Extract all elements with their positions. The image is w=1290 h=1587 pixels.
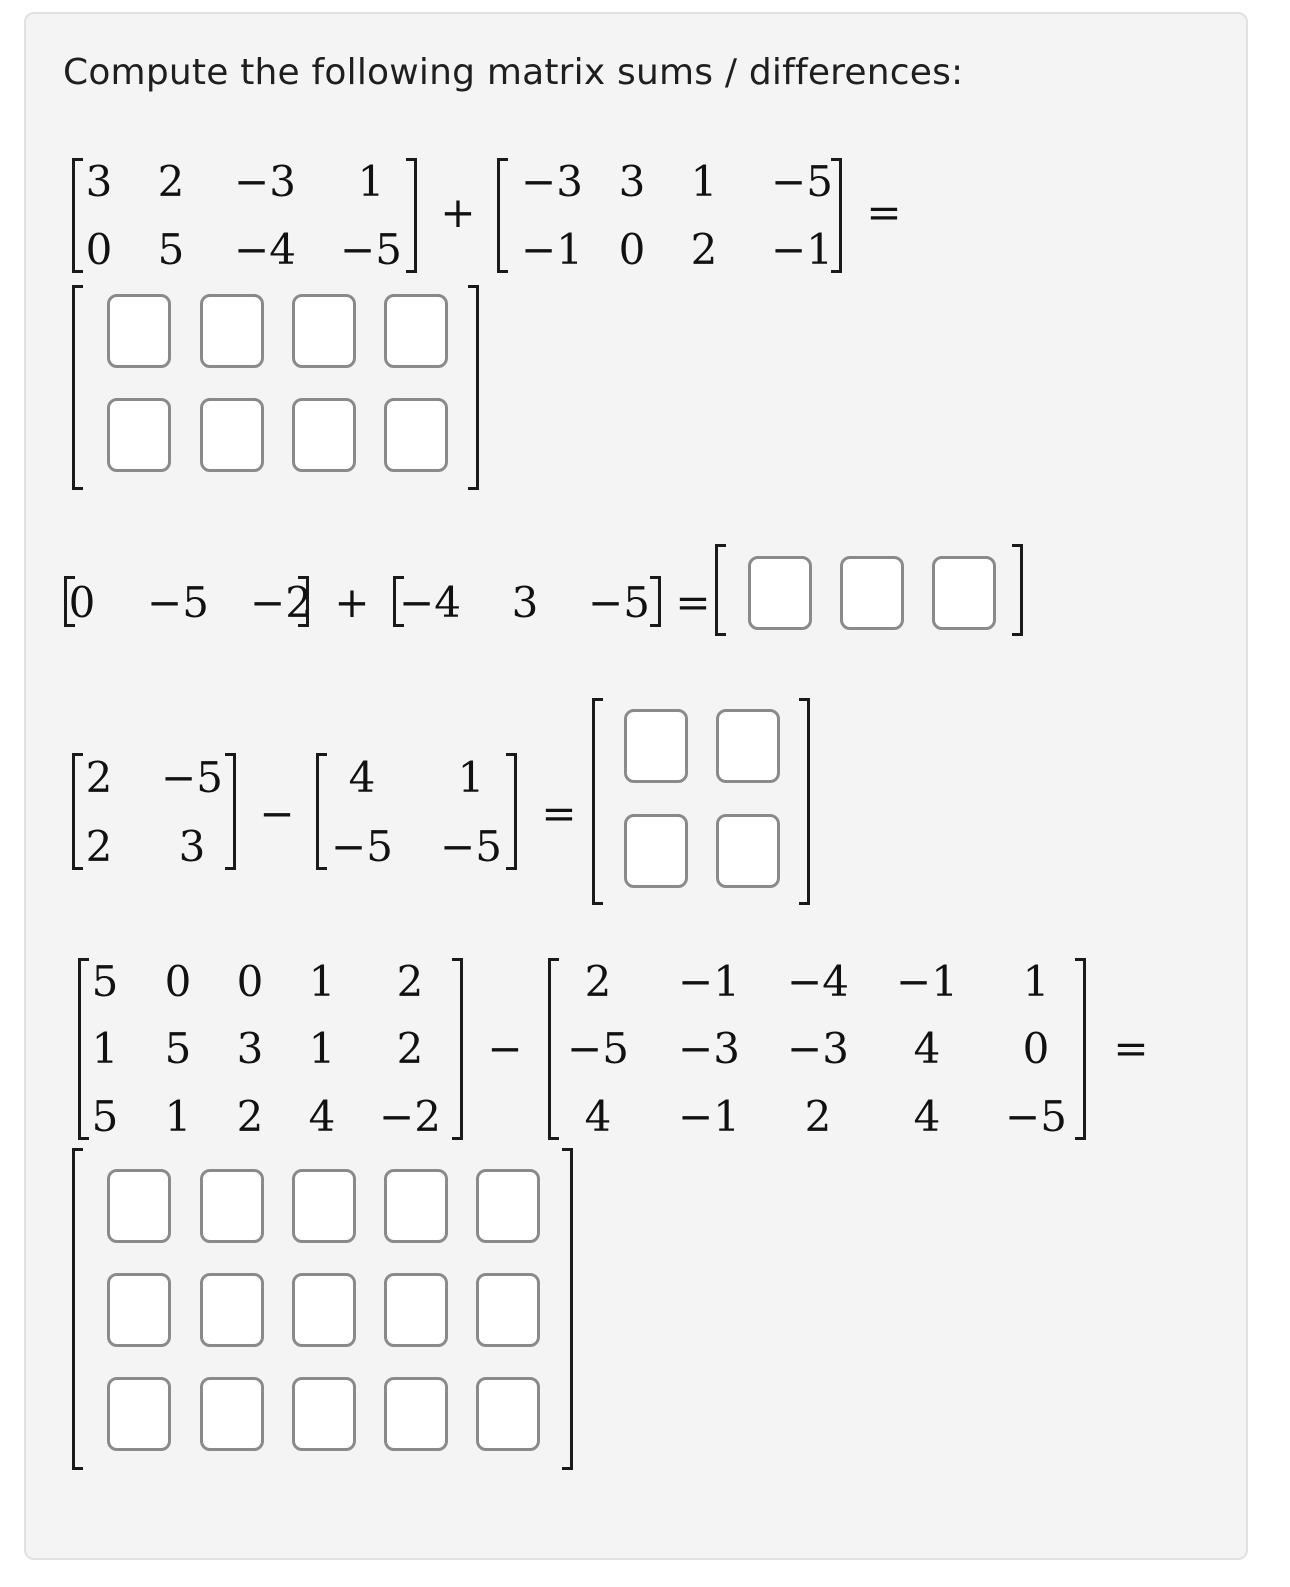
p1-matrix-b-entry: −3	[521, 157, 583, 206]
p4-matrix-b-entry: −5	[1005, 1092, 1067, 1141]
p1-matrix-a-entry: −4	[234, 225, 296, 274]
p3-answer-left-bracket	[592, 698, 603, 905]
p4-matrix-a-entry: 5	[91, 957, 119, 1006]
answer-input[interactable]	[384, 1377, 448, 1451]
question-prompt: Compute the following matrix sums / differences:	[63, 52, 964, 93]
p1-matrix-b-entry: 2	[690, 225, 718, 274]
answer-input[interactable]	[624, 814, 688, 888]
p4-matrix-a-entry: 0	[164, 957, 192, 1006]
answer-input[interactable]	[200, 1377, 264, 1451]
p4-answer-right-bracket	[562, 1148, 573, 1470]
p1-matrix-b-entry: 0	[618, 225, 646, 274]
p4-matrix-b-entry: 4	[584, 1092, 612, 1141]
p3-matrix-a-right-bracket	[225, 753, 236, 870]
p2-matrix-b-entry: 3	[511, 578, 539, 627]
p4-matrix-b-entry: 2	[804, 1092, 832, 1141]
p4-matrix-a-entry: 2	[396, 1024, 424, 1073]
p4-matrix-a-entry: 2	[236, 1092, 264, 1141]
p3-answer-right-bracket	[799, 698, 810, 905]
p4-matrix-b-entry: −1	[896, 957, 958, 1006]
answer-input[interactable]	[292, 1273, 356, 1347]
p4-matrix-a-entry: 5	[164, 1024, 192, 1073]
p4-matrix-b-right-bracket	[1075, 958, 1086, 1140]
p2-matrix-b-entry: −5	[588, 578, 650, 627]
answer-input[interactable]	[476, 1377, 540, 1451]
p3-matrix-a-entry: −5	[161, 753, 223, 802]
answer-input[interactable]	[748, 556, 812, 630]
answer-input[interactable]	[200, 1273, 264, 1347]
answer-input[interactable]	[200, 294, 264, 368]
p3-matrix-a-entry: 2	[85, 822, 113, 871]
p3-matrix-a-entry: 3	[178, 822, 206, 871]
p1-matrix-a-entry: 2	[157, 157, 185, 206]
p1-matrix-a-entry: −5	[340, 225, 402, 274]
p4-matrix-a-entry: 3	[236, 1024, 264, 1073]
answer-input[interactable]	[716, 814, 780, 888]
p4-matrix-a-entry: 1	[308, 1024, 336, 1073]
p2-matrix-a-entry: 0	[68, 578, 96, 627]
answer-input[interactable]	[384, 1273, 448, 1347]
p3-matrix-b-entry: 4	[348, 753, 376, 802]
p3-matrix-b-entry: −5	[331, 822, 393, 871]
answer-input[interactable]	[476, 1169, 540, 1243]
answer-input[interactable]	[292, 1169, 356, 1243]
answer-input[interactable]	[107, 1273, 171, 1347]
p3-matrix-a-left-bracket	[72, 753, 83, 870]
p4-matrix-b-entry: −1	[678, 957, 740, 1006]
p4-matrix-b-entry: −5	[567, 1024, 629, 1073]
p1-matrix-a-entry: 1	[357, 157, 385, 206]
p1-matrix-a-entry: 0	[85, 225, 113, 274]
p4-matrix-b-entry: −3	[787, 1024, 849, 1073]
answer-input[interactable]	[292, 294, 356, 368]
p4-matrix-a-entry: 2	[396, 957, 424, 1006]
p4-matrix-a-entry: 1	[308, 957, 336, 1006]
p4-matrix-a-entry: 0	[236, 957, 264, 1006]
p3-matrix-b-entry: −5	[440, 822, 502, 871]
p1-answer-left-bracket	[72, 285, 83, 490]
p2-answer-right-bracket	[1012, 544, 1023, 636]
answer-input[interactable]	[107, 398, 171, 472]
p4-operator: −	[487, 1024, 523, 1073]
p4-matrix-b-entry: 4	[913, 1092, 941, 1141]
answer-input[interactable]	[716, 709, 780, 783]
answer-input[interactable]	[200, 398, 264, 472]
p1-matrix-b-entry: −1	[521, 225, 583, 274]
p3-matrix-b-entry: 1	[457, 753, 485, 802]
p4-matrix-b-entry: 4	[913, 1024, 941, 1073]
p3-matrix-b-right-bracket	[506, 753, 517, 870]
answer-input[interactable]	[476, 1273, 540, 1347]
p2-matrix-a-entry: −5	[147, 578, 209, 627]
p4-matrix-a-entry: 1	[91, 1024, 119, 1073]
p4-matrix-a-entry: 1	[164, 1092, 192, 1141]
p1-matrix-a-right-bracket	[406, 158, 417, 273]
answer-input[interactable]	[107, 294, 171, 368]
p1-matrix-b-entry: −1	[771, 225, 833, 274]
answer-input[interactable]	[292, 398, 356, 472]
p1-matrix-b-entry: 3	[618, 157, 646, 206]
p1-equals: =	[866, 188, 902, 237]
p1-matrix-b-entry: 1	[690, 157, 718, 206]
p4-answer-left-bracket	[72, 1148, 83, 1470]
p4-matrix-b-entry: 0	[1022, 1024, 1050, 1073]
answer-input[interactable]	[292, 1377, 356, 1451]
p1-matrix-a-entry: −3	[234, 157, 296, 206]
p2-equals: =	[675, 578, 711, 627]
answer-input[interactable]	[384, 294, 448, 368]
p4-matrix-a-entry: 5	[91, 1092, 119, 1141]
answer-input[interactable]	[384, 1169, 448, 1243]
answer-input[interactable]	[107, 1169, 171, 1243]
p3-matrix-a-entry: 2	[85, 753, 113, 802]
p4-matrix-b-entry: 1	[1022, 957, 1050, 1006]
p2-operator: +	[334, 578, 370, 627]
p1-matrix-a-entry: 3	[85, 157, 113, 206]
answer-input[interactable]	[107, 1377, 171, 1451]
answer-input[interactable]	[624, 709, 688, 783]
answer-input[interactable]	[840, 556, 904, 630]
p2-matrix-a-entry: −2	[250, 578, 312, 627]
p4-matrix-a-left-bracket	[78, 958, 89, 1140]
p1-matrix-b-entry: −5	[771, 157, 833, 206]
p1-matrix-a-entry: 5	[157, 225, 185, 274]
p2-matrix-b-entry: −4	[399, 578, 461, 627]
p4-matrix-a-right-bracket	[452, 958, 463, 1140]
p1-answer-right-bracket	[468, 285, 479, 490]
p4-matrix-b-entry: 2	[584, 957, 612, 1006]
p4-matrix-a-entry: −2	[379, 1092, 441, 1141]
p4-matrix-b-entry: −4	[787, 957, 849, 1006]
p1-matrix-a-left-bracket	[72, 158, 83, 273]
p4-matrix-b-left-bracket	[548, 958, 559, 1140]
p3-equals: =	[541, 789, 577, 838]
p4-matrix-b-entry: −3	[678, 1024, 740, 1073]
answer-input[interactable]	[384, 398, 448, 472]
p3-operator: −	[259, 789, 295, 838]
p1-operator: +	[440, 188, 476, 237]
p1-matrix-b-left-bracket	[497, 158, 508, 273]
p4-matrix-b-entry: −1	[678, 1092, 740, 1141]
answer-input[interactable]	[932, 556, 996, 630]
p4-matrix-a-entry: 4	[308, 1092, 336, 1141]
p2-matrix-b-right-bracket	[650, 576, 661, 627]
p2-answer-left-bracket	[715, 544, 726, 636]
answer-input[interactable]	[200, 1169, 264, 1243]
p3-matrix-b-left-bracket	[316, 753, 327, 870]
p4-equals: =	[1113, 1024, 1149, 1073]
